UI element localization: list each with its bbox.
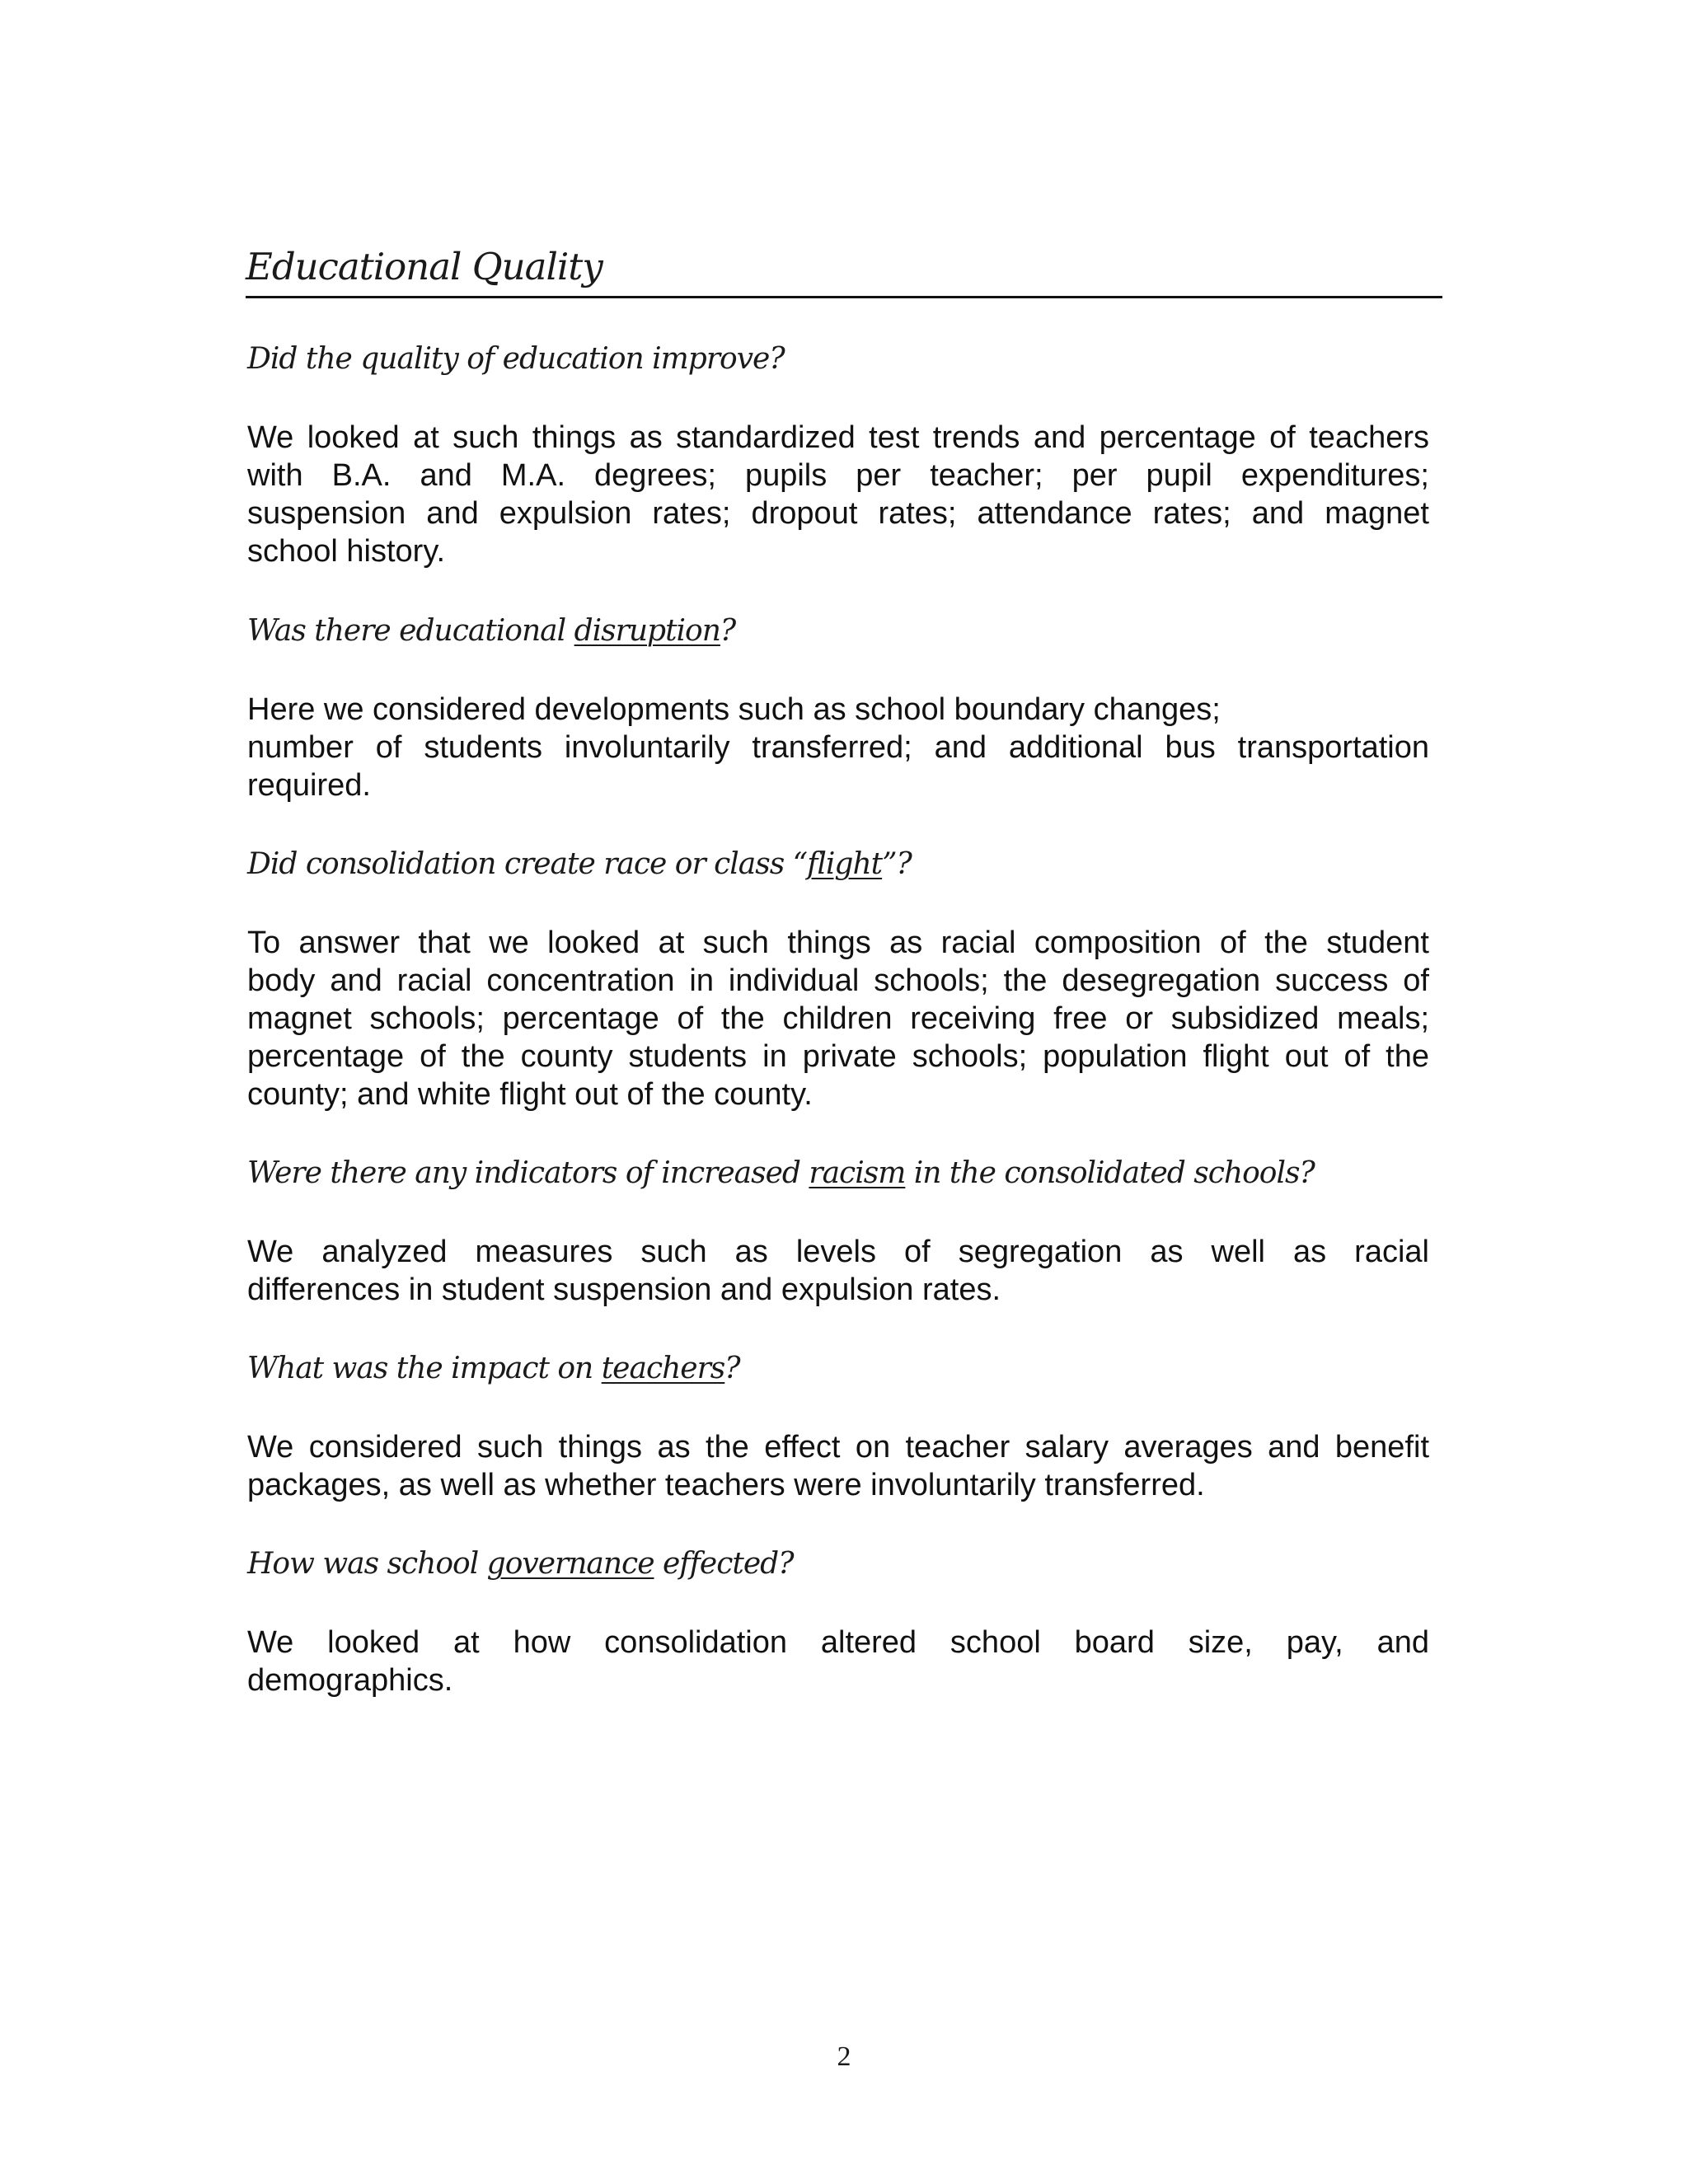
question-emphasis: teachers	[601, 1352, 725, 1385]
answer-line: school history.	[247, 534, 446, 569]
heading-rule	[246, 296, 1442, 298]
answer-line: with B.A. and M.A. degrees; pupils per teacher; per pupil expenditures;	[247, 458, 1429, 493]
answer-line: body and racial concentration in individual schools; the desegregation success of	[247, 963, 1429, 998]
question-governance	[247, 1544, 1442, 1584]
question-text: Did consolidation create race or class “	[247, 847, 808, 881]
answer-governance	[247, 1624, 1429, 1699]
question-emphasis: flight	[807, 847, 883, 881]
question-text-end: ?	[724, 1352, 740, 1385]
answer-flight	[247, 924, 1429, 1113]
question-text-end: ”?	[882, 847, 912, 881]
answer-line: We looked at how consolidation altered school board size, pay, and	[247, 1625, 1429, 1660]
answer-line: suspension and expulsion rates; dropout rates; attendance rates; and magnet	[247, 496, 1429, 531]
question-emphasis: governance	[486, 1547, 654, 1581]
answer-line: required.	[247, 768, 371, 803]
question-teachers	[247, 1349, 1442, 1389]
question-text-end: effected?	[654, 1547, 794, 1581]
page-number: 2	[837, 2041, 851, 2072]
question-emphasis: racism	[809, 1156, 906, 1190]
answer-teachers	[247, 1428, 1429, 1504]
answer-line: number of students involuntarily transferred; and additional bus transportation	[247, 730, 1429, 765]
answer-racism	[247, 1233, 1429, 1309]
answer-line: We considered such things as the effect on teacher salary averages and benefit	[247, 1430, 1429, 1465]
answer-disruption	[247, 691, 1429, 804]
question-disruption	[247, 612, 1442, 651]
answer-education-quality	[247, 419, 1429, 570]
answer-line: To answer that we looked at such things as racial composition of the student	[247, 926, 1429, 960]
question-text: Did the quality of education improve?	[247, 342, 785, 376]
question-text-end: ?	[720, 614, 736, 648]
answer-line: demographics.	[247, 1663, 453, 1698]
answer-line: We analyzed measures such as levels of segregation as well as racial	[247, 1235, 1429, 1269]
question-text: What was the impact on	[247, 1352, 602, 1385]
question-text: How was school	[247, 1547, 487, 1581]
answer-line: packages, as well as whether teachers were involuntarily transferred.	[247, 1468, 1205, 1502]
question-text: Were there any indicators of increased	[247, 1156, 809, 1190]
question-text-end: in the consolidated schools?	[905, 1156, 1315, 1190]
answer-line: differences in student suspension and expulsion rates.	[247, 1272, 1001, 1307]
section-heading: Educational Quality	[246, 245, 603, 288]
answer-line: magnet schools; percentage of the children receiving free or subsidized meals;	[247, 1001, 1429, 1036]
question-education-quality	[247, 340, 1442, 379]
answer-line: We looked at such things as standardized test trends and percentage of teachers	[247, 420, 1429, 455]
question-flight	[247, 845, 1442, 884]
answer-line: county; and white flight out of the county.	[247, 1077, 813, 1112]
answer-line: percentage of the county students in private schools; population flight out of the	[247, 1039, 1429, 1074]
question-racism	[247, 1154, 1442, 1193]
answer-line: Here we considered developments such as school boundary changes;	[247, 692, 1221, 727]
question-text: Was there educational	[247, 614, 574, 648]
question-emphasis: disruption	[574, 614, 720, 648]
